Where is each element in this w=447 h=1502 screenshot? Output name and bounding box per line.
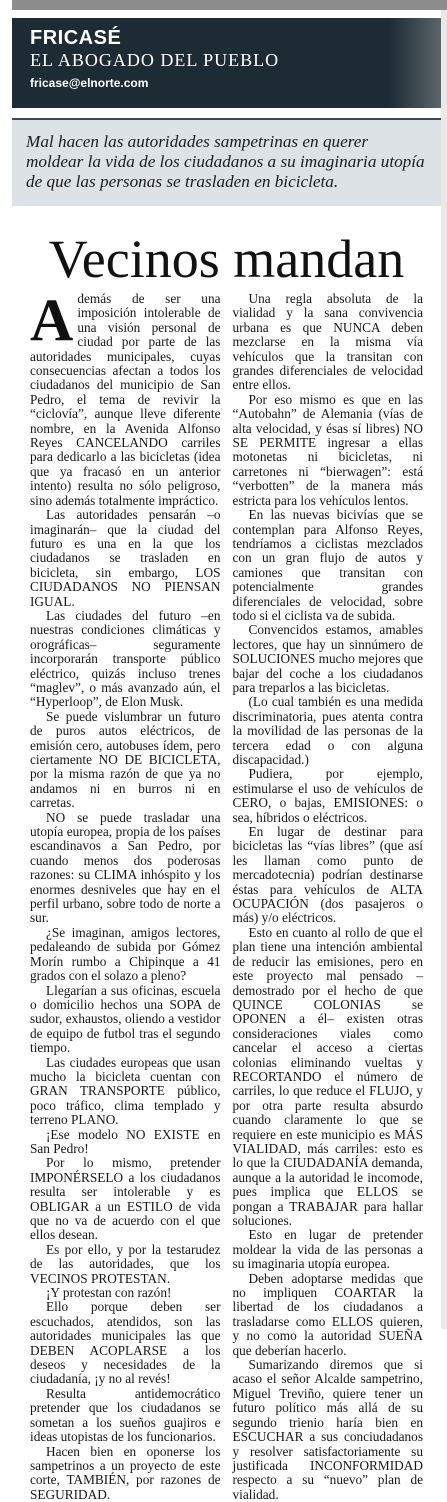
paragraph: En las nuevas bicivías que se contemplan para Alfonso Reyes, tendríamos a ciclistas mezclados con un gran flujo de autos y camiones que transitan con potencialmente grandes diferenciales de velocidad, sobre todo si el ciclista va de subida. xyxy=(233,508,424,623)
column-name: FRICASÉ xyxy=(30,27,423,49)
author-photo xyxy=(389,18,441,108)
headline: Vecinos mandan xyxy=(12,224,441,294)
paragraph: Esto en lugar de pretender moldear la vida de las personas a su imaginaria utopía europea. xyxy=(233,1228,424,1271)
paragraph-0 xyxy=(30,292,221,508)
paragraph: Las ciudades europeas que usan mucho la bicicleta cuentan con GRAN TRANSPORTE público, poco tráfico, clima templado y terreno PLANO. xyxy=(30,1056,221,1128)
paragraph: NO se puede trasladar una utopía europea, propia de los países escandinavos a San Pedro, por cuando menos dos poderosas razones: su CLIMA inhóspito y los enormes desniveles que hay en el perfil urbano, sobre todo de norte a sur. xyxy=(30,811,221,926)
right-column xyxy=(233,292,424,1322)
paragraph: Ello porque deben ser escuchados, atendidos, son las autoridades municipales las que DEBEN ACOPLARSE a los deseos y necesidades de la ciudadanía, ¡y no al revés! xyxy=(30,1300,221,1386)
column-email[interactable]: fricase@elnorte.com xyxy=(30,74,423,92)
paragraph: Por eso mismo es que en las “Autobahn” de Alemania (vías de alta velocidad, y ésas sí libres) NO SE PERMITE ingresar a ellas motonetas ni bicicletas, ni carretones ni “bierwagen”: está “verbotten” de la manera más estricta para los vehículos lentos. xyxy=(233,393,424,508)
paragraph: Las autoridades pensarán –o imaginarán– que la ciudad del futuro es una en la que los ciudadanos se trasladen en bicicleta, sin embargo, LOS CIUDADANOS NO PIENSAN IGUAL. xyxy=(30,508,221,609)
paragraph: Llegarían a sus oficinas, escuela o domicilio hechos una SOPA de sudor, exhaustos, oliendo a vestidor de equipo de futbol tras el segundo tiempo. xyxy=(30,984,221,1056)
paragraph: Resulta antidemocrático pretender que los ciudadanos se sometan a los sueños guajiros e ideas utopistas de los funcionarios. xyxy=(30,1387,221,1445)
paragraph: Sumarizando diremos que si acaso el señor Alcalde sampetrino, Miguel Treviño, quiere tener un futuro político más allá de su segundo trienio haría bien en ESCUCHAR a sus conciudadanos y resolver satisfactoriamente su justificada INCONFORMIDAD respecto a su “nuevo” plan de vialidad. xyxy=(233,1358,424,1502)
paragraph: ¡Y protestan con razón! xyxy=(30,1286,221,1300)
left-column xyxy=(30,292,221,1322)
paragraph-text: demás de ser una imposición intolerable de una visión personal de ciudad por parte de las autoridades municipales, cuyas consecuencias afectan a todos los ciudadanos del municipio de San Pedro, el tema de revivir la “ciclovía”, aunque lleve diferente nombre, en la Avenida Alfonso Reyes CANCELANDO carriles para dedicarlo a las bicicletas (idea que ya fracasó en un anterior intento) resulta no sólo peligroso, sino además totalmente impráctico. xyxy=(30,291,221,508)
paragraph: Por lo mismo, pretender IMPONÉRSELO a los ciudadanos resulta ser intolerable y es OBLIGAR a un ESTILO de vida que no va de acuerdo con el que ellos desean. xyxy=(30,1156,221,1242)
paragraph: ¿Se imaginan, amigos lectores, pedaleando de subida por Gómez Morín rumbo a Chipinque a 41 grados con el solazo a pleno? xyxy=(30,926,221,984)
paragraph: ¡Ese modelo NO EXISTE en San Pedro! xyxy=(30,1128,221,1157)
paragraph: Pudiera, por ejemplo, estimularse el uso de vehículos de CERO, o bajas, EMISIONES: o sea, híbridos o eléctricos. xyxy=(233,767,424,825)
paragraph: Se puede vislumbrar un futuro de puros autos eléctricos, de emisión cero, autobuses ídem, pero ciertamente NO DE BICICLETA, por la misma razón de que ya no andamos ni en burros ni en carretas. xyxy=(30,710,221,811)
column-header xyxy=(12,18,441,108)
article-body xyxy=(30,292,423,1322)
paragraph: Esto en cuanto al rollo de que el plan tiene una intención ambiental de reducir las emisiones, pero en este proyecto mal pensado –demostrado por el hecho de que QUINCE COLONIAS se OPONEN a él– existen otras consideraciones viales como cancelar el acceso a ciertas colonias eliminando vueltas y RECORTANDO el número de carriles, lo que reduce el FLUJO, y por otra parte resulta absurdo cuando claramente lo que se requiere en este municipio es MÁS VIALIDAD, más carriles: esto es lo que la CIUDADANÍA demanda, aunque a la autoridad le incomode, pues implica que ELLOS se pongan a TRABAJAR para hallar soluciones. xyxy=(233,926,424,1229)
paragraph: (Lo cual también es una medida discriminatoria, pues atenta contra la movilidad de las personas de la tercera edad o con alguna discapacidad.) xyxy=(233,695,424,767)
paragraph: Deben adoptarse medidas que no impliquen COARTAR la libertad de los ciudadanos a trasladarse como ELLOS quieren, y no como la autoridad SUEÑA que deberían hacerlo. xyxy=(233,1272,424,1358)
paragraph: Las ciudades del futuro –en nuestras condiciones climáticas y orográficas– seguramente incorporarán transporte público eléctrico, quizás incluso trenes “maglev”, o más avanzado aún, el “Hyperloop”, de Elon Musk. xyxy=(30,609,221,710)
dropcap: A xyxy=(30,296,73,344)
paragraph: Convencidos estamos, amables lectores, que hay un sinnúmero de SOLUCIONES mucho mejores que bajar del coche a los ciudadanos para treparlos a las bicicletas. xyxy=(233,623,424,695)
column-subtitle: EL ABOGADO DEL PUEBLO xyxy=(30,49,423,71)
paragraph: Es por ello, y por la testarudez de las autoridades, que los VECINOS PROTESTAN. xyxy=(30,1243,221,1286)
paragraph: En lugar de destinar para bicicletas las “vías libres” (que así les llaman como punto de mercadotecnia) podrían destinarse éstas para vehículos de ALTA OCUPACIÓN (dos pasajeros o más) y/o eléctricos. xyxy=(233,825,424,926)
paragraph: Una regla absoluta de la vialidad y la sana convivencia urbana es que NUNCA deben mezclarse en la misma vía vehículos que la transitan con grandes diferenciales de velocidad entre ellos. xyxy=(233,292,424,393)
top-rule xyxy=(12,0,447,10)
deck-text: Mal hacen las autoridades sampetrinas en querer moldear la vida de los ciudadanos a su imaginaria utopía de que las personas se trasladen en bicicleta. xyxy=(12,120,441,204)
deck-box xyxy=(12,118,441,206)
paragraph: Hacen bien en oponerse los sampetrinos a un proyecto de este corte, TAMBIÉN, por razones de SEGURIDAD. xyxy=(30,1445,221,1502)
page-edge xyxy=(441,10,447,1329)
